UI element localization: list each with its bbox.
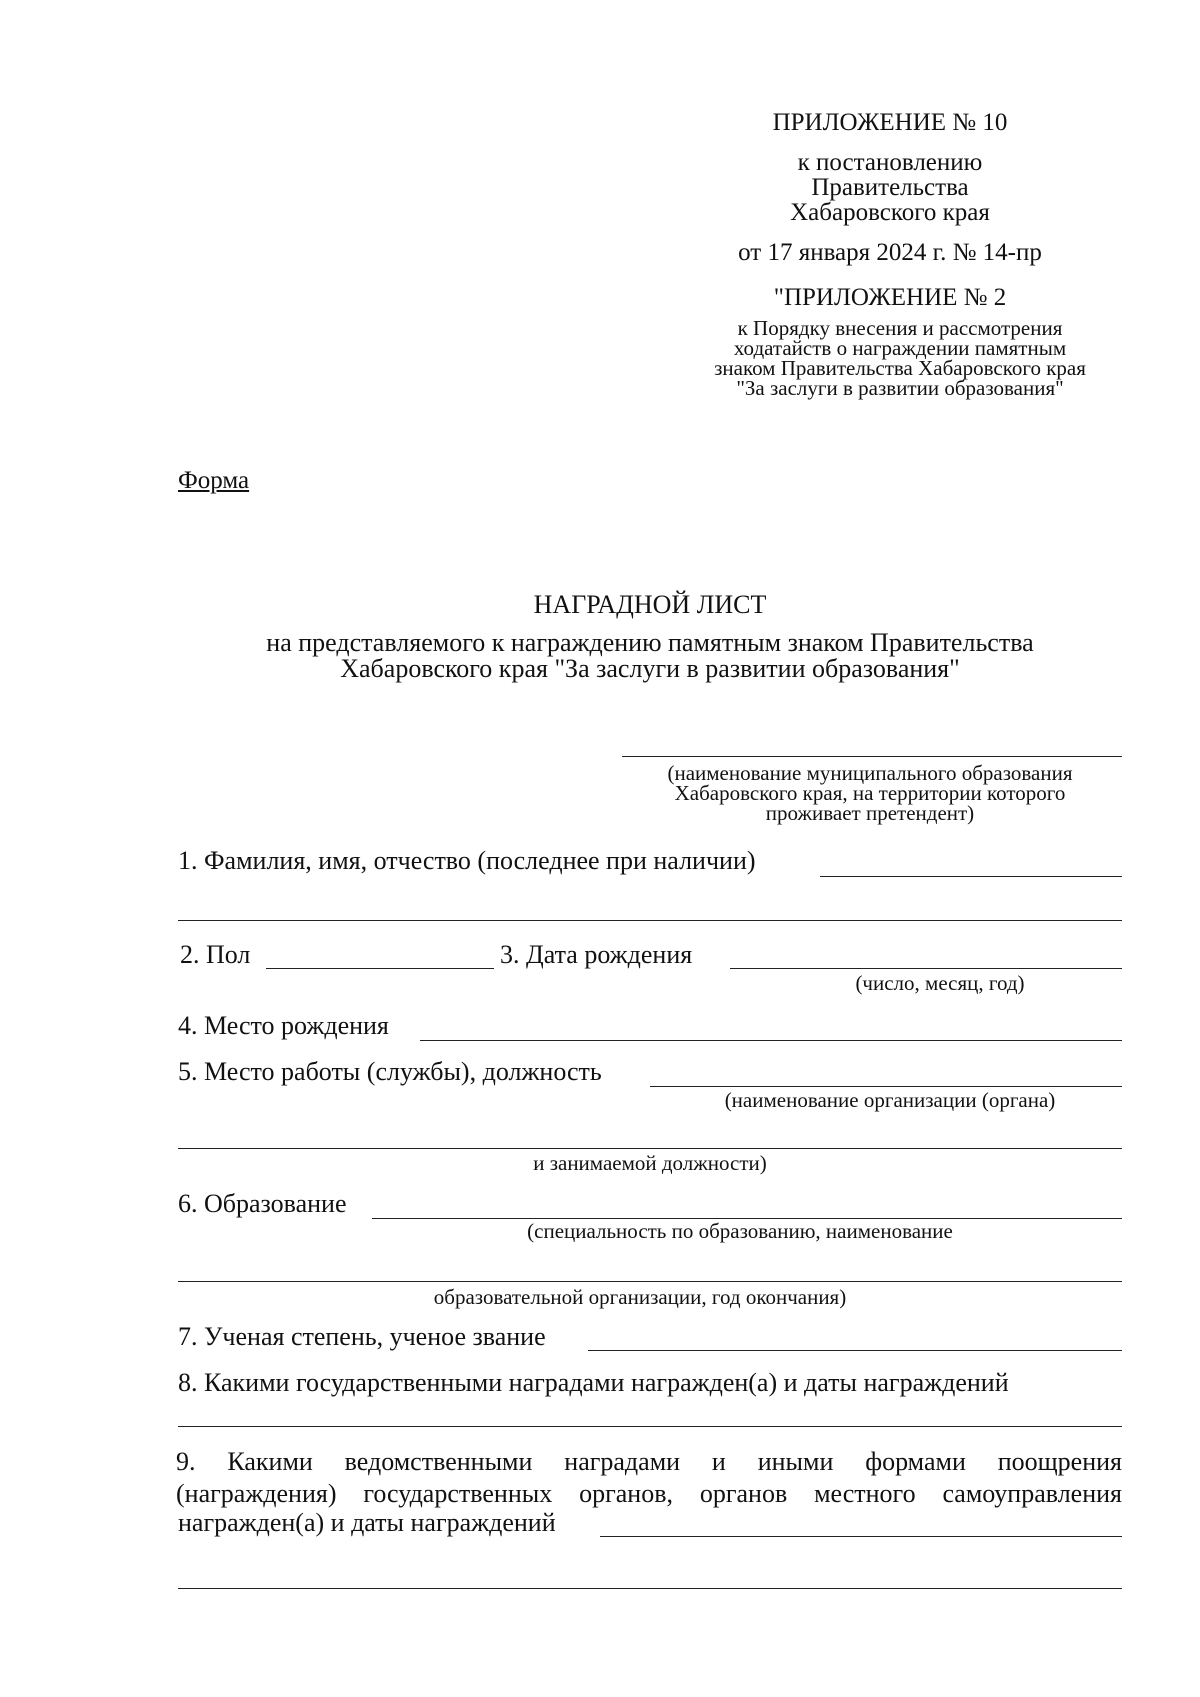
gender-blank-line[interactable] <box>266 968 494 969</box>
field-9-line-1: 9. Какими ведомственными наградами и иными формами поощрения <box>176 1447 1122 1476</box>
order-line-2: ходатайств о награждении памятным <box>733 336 1067 360</box>
state-awards-blank-line[interactable] <box>178 1426 1122 1427</box>
field-5-label: 5. Место работы (службы), должность <box>178 1057 602 1086</box>
education-hint-2: образовательной организации, год окончания) <box>433 1285 847 1309</box>
field-2-label: 2. Пол <box>180 940 251 969</box>
order-line-1: к Порядку внесения и рассмотрения <box>737 316 1063 340</box>
municipality-blank-line[interactable] <box>622 756 1122 757</box>
order-line-4: "За заслуги в развитии образования" <box>736 376 1064 400</box>
document-title: НАГРАДНОЙ ЛИСТ <box>533 590 767 619</box>
academic-degree-blank-line[interactable] <box>588 1350 1122 1351</box>
field-1-label: 1. Фамилия, имя, отчество (последнее при наличии) <box>178 846 756 875</box>
education-hint-1: (специальность по образованию, наименование <box>527 1219 953 1243</box>
region-text: Хабаровского края <box>790 199 990 226</box>
field-9-line-3: награжден(а) и даты награждений <box>178 1508 556 1537</box>
work-place-hint-2: и занимаемой должности) <box>533 1151 767 1175</box>
work-place-blank-line-2[interactable] <box>178 1148 1122 1149</box>
field-8-label: 8. Какими государственными наградами награжден(а) и даты награждений <box>178 1368 1009 1397</box>
to-resolution-text: к постановлению <box>797 149 983 176</box>
education-blank-line-2[interactable] <box>178 1281 1122 1282</box>
title-line-2: Хабаровского края "За заслуги в развитии образования" <box>340 654 960 683</box>
title-line-1: на представляемого к награждению памятным знаком Правительства <box>266 628 1034 657</box>
form-label: Форма <box>178 467 250 494</box>
full-name-blank-line[interactable] <box>820 876 1122 877</box>
departmental-awards-blank-line-2[interactable] <box>178 1588 1122 1589</box>
government-text: Правительства <box>811 174 969 201</box>
birth-place-blank-line[interactable] <box>420 1040 1122 1041</box>
resolution-date-number: от 17 января 2024 г. № 14-пр <box>738 239 1042 266</box>
departmental-awards-blank-line[interactable] <box>600 1536 1122 1537</box>
work-place-blank-line[interactable] <box>650 1086 1122 1087</box>
full-name-blank-line-2[interactable] <box>178 920 1122 921</box>
appendix-10-heading: ПРИЛОЖЕНИЕ № 10 <box>772 109 1008 136</box>
birth-date-blank-line[interactable] <box>730 968 1122 969</box>
order-line-3: знаком Правительства Хабаровского края <box>714 356 1086 380</box>
municipality-caption-3: проживает претендент) <box>765 801 975 825</box>
municipality-caption-1: (наименование муниципального образования <box>667 761 1073 785</box>
field-4-label: 4. Место рождения <box>178 1011 389 1040</box>
work-place-hint-1: (наименование организации (органа) <box>724 1088 1056 1112</box>
municipality-caption-2: Хабаровского края, на территории которого <box>674 781 1066 805</box>
field-3-label: 3. Дата рождения <box>500 940 693 969</box>
field-9-line-2: (награждения) государственных органов, органов местного самоуправления <box>176 1479 1122 1508</box>
birth-date-hint: (число, месяц, год) <box>855 971 1025 995</box>
field-7-label: 7. Ученая степень, ученое звание <box>178 1322 546 1351</box>
field-6-label: 6. Образование <box>178 1189 347 1218</box>
appendix-2-heading: "ПРИЛОЖЕНИЕ № 2 <box>773 284 1007 311</box>
